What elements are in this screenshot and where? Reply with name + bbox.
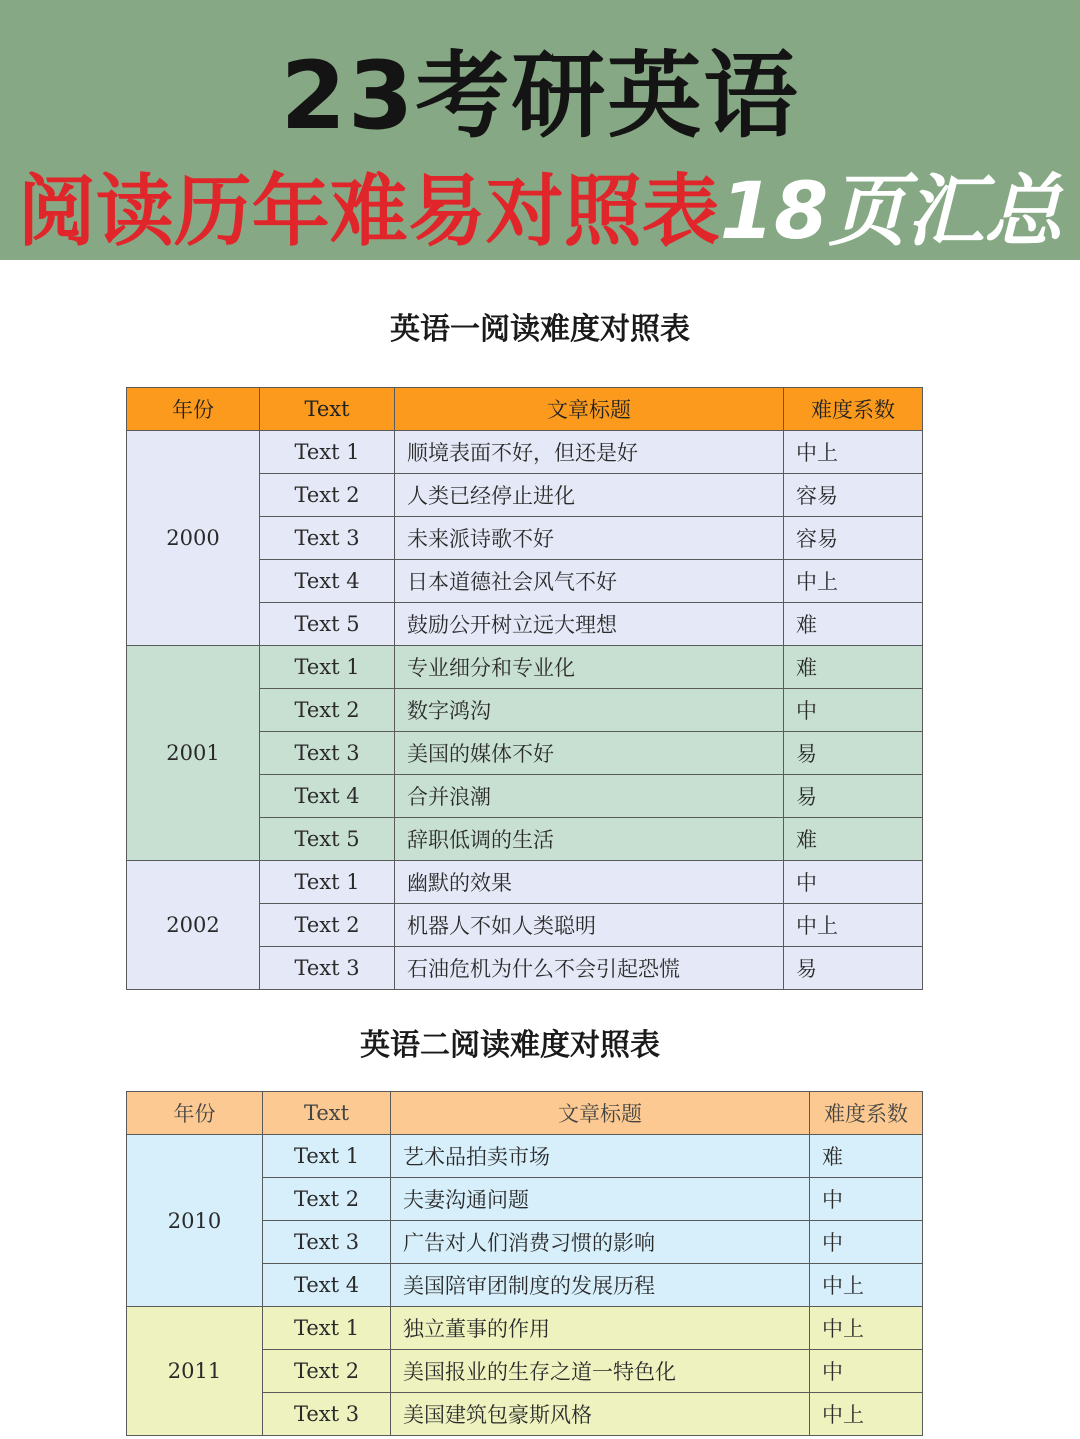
article-title-cell: 广告对人们消费习惯的影响 bbox=[391, 1221, 810, 1264]
text-number-cell: Text 3 bbox=[260, 517, 395, 560]
article-title-cell: 独立董事的作用 bbox=[391, 1307, 810, 1350]
text-number-cell: Text 1 bbox=[260, 431, 395, 474]
article-title-cell: 合并浪潮 bbox=[395, 775, 784, 818]
header-difficulty: 难度系数 bbox=[810, 1092, 923, 1135]
difficulty-cell: 中上 bbox=[784, 560, 923, 603]
text-number-cell: Text 4 bbox=[260, 775, 395, 818]
table1-title: 英语一阅读难度对照表 bbox=[390, 312, 690, 347]
difficulty-cell: 易 bbox=[784, 947, 923, 990]
header-banner bbox=[0, 0, 1080, 260]
difficulty-cell: 易 bbox=[784, 775, 923, 818]
text-number-cell: Text 2 bbox=[263, 1178, 391, 1221]
article-title-cell: 鼓励公开树立远大理想 bbox=[395, 603, 784, 646]
table-row bbox=[127, 431, 923, 474]
difficulty-cell: 中 bbox=[810, 1178, 923, 1221]
difficulty-cell: 容易 bbox=[784, 474, 923, 517]
article-title-cell: 美国的媒体不好 bbox=[395, 732, 784, 775]
difficulty-cell: 中上 bbox=[810, 1393, 923, 1436]
table-row bbox=[127, 1307, 923, 1350]
year-cell: 2001 bbox=[127, 646, 260, 861]
banner-subtitle-red: 阅读历年难易对照表 bbox=[17, 167, 720, 257]
difficulty-cell: 难 bbox=[784, 646, 923, 689]
difficulty-cell: 中上 bbox=[810, 1264, 923, 1307]
text-number-cell: Text 2 bbox=[263, 1350, 391, 1393]
article-title-cell: 美国报业的生存之道一特色化 bbox=[391, 1350, 810, 1393]
article-title-cell: 艺术品拍卖市场 bbox=[391, 1135, 810, 1178]
table-row bbox=[127, 861, 923, 904]
text-number-cell: Text 4 bbox=[260, 560, 395, 603]
table1-cutoff bbox=[0, 1000, 1080, 1018]
difficulty-cell: 中 bbox=[784, 861, 923, 904]
year-cell: 2011 bbox=[127, 1307, 263, 1436]
article-title-cell: 幽默的效果 bbox=[395, 861, 784, 904]
banner-subtitle-white: 18页汇总 bbox=[719, 167, 1063, 257]
table-row bbox=[127, 1135, 923, 1178]
difficulty-cell: 难 bbox=[810, 1135, 923, 1178]
article-title-cell: 机器人不如人类聪明 bbox=[395, 904, 784, 947]
text-number-cell: Text 1 bbox=[263, 1307, 391, 1350]
article-title-cell: 日本道德社会风气不好 bbox=[395, 560, 784, 603]
article-title-cell: 辞职低调的生活 bbox=[395, 818, 784, 861]
table2-title: 英语二阅读难度对照表 bbox=[360, 1028, 660, 1063]
text-number-cell: Text 5 bbox=[260, 818, 395, 861]
header-text: Text bbox=[263, 1092, 391, 1135]
header-text: Text bbox=[260, 388, 395, 431]
difficulty-cell: 易 bbox=[784, 732, 923, 775]
article-title-cell: 数字鸿沟 bbox=[395, 689, 784, 732]
difficulty-cell: 中 bbox=[810, 1350, 923, 1393]
table-header-row bbox=[127, 1092, 923, 1135]
header-difficulty: 难度系数 bbox=[784, 388, 923, 431]
difficulty-cell: 难 bbox=[784, 603, 923, 646]
text-number-cell: Text 3 bbox=[260, 947, 395, 990]
difficulty-cell: 中上 bbox=[810, 1307, 923, 1350]
article-title-cell: 未来派诗歌不好 bbox=[395, 517, 784, 560]
text-number-cell: Text 2 bbox=[260, 904, 395, 947]
header-title: 文章标题 bbox=[391, 1092, 810, 1135]
banner-subtitle bbox=[0, 162, 1080, 262]
header-year: 年份 bbox=[127, 1092, 263, 1135]
year-cell: 2002 bbox=[127, 861, 260, 990]
text-number-cell: Text 4 bbox=[263, 1264, 391, 1307]
difficulty-table-english-1 bbox=[126, 387, 923, 990]
article-title-cell: 美国建筑包豪斯风格 bbox=[391, 1393, 810, 1436]
difficulty-cell: 难 bbox=[784, 818, 923, 861]
text-number-cell: Text 1 bbox=[260, 861, 395, 904]
header-year: 年份 bbox=[127, 388, 260, 431]
difficulty-cell: 中 bbox=[810, 1221, 923, 1264]
text-number-cell: Text 1 bbox=[263, 1135, 391, 1178]
text-number-cell: Text 2 bbox=[260, 689, 395, 732]
difficulty-cell: 中上 bbox=[784, 431, 923, 474]
article-title-cell: 人类已经停止进化 bbox=[395, 474, 784, 517]
text-number-cell: Text 2 bbox=[260, 474, 395, 517]
text-number-cell: Text 1 bbox=[260, 646, 395, 689]
table-row bbox=[127, 646, 923, 689]
text-number-cell: Text 3 bbox=[260, 732, 395, 775]
year-cell: 2010 bbox=[127, 1135, 263, 1307]
article-title-cell: 美国陪审团制度的发展历程 bbox=[391, 1264, 810, 1307]
text-number-cell: Text 3 bbox=[263, 1221, 391, 1264]
article-title-cell: 顺境表面不好，但还是好 bbox=[395, 431, 784, 474]
difficulty-table-english-2 bbox=[126, 1091, 923, 1436]
header-title: 文章标题 bbox=[395, 388, 784, 431]
text-number-cell: Text 5 bbox=[260, 603, 395, 646]
banner-title: 23考研英语 bbox=[280, 42, 800, 151]
difficulty-cell: 中 bbox=[784, 689, 923, 732]
text-number-cell: Text 3 bbox=[263, 1393, 391, 1436]
article-title-cell: 石油危机为什么不会引起恐慌 bbox=[395, 947, 784, 990]
article-title-cell: 夫妻沟通问题 bbox=[391, 1178, 810, 1221]
year-cell: 2000 bbox=[127, 431, 260, 646]
article-title-cell: 专业细分和专业化 bbox=[395, 646, 784, 689]
difficulty-cell: 容易 bbox=[784, 517, 923, 560]
difficulty-cell: 中上 bbox=[784, 904, 923, 947]
table-header-row bbox=[127, 388, 923, 431]
